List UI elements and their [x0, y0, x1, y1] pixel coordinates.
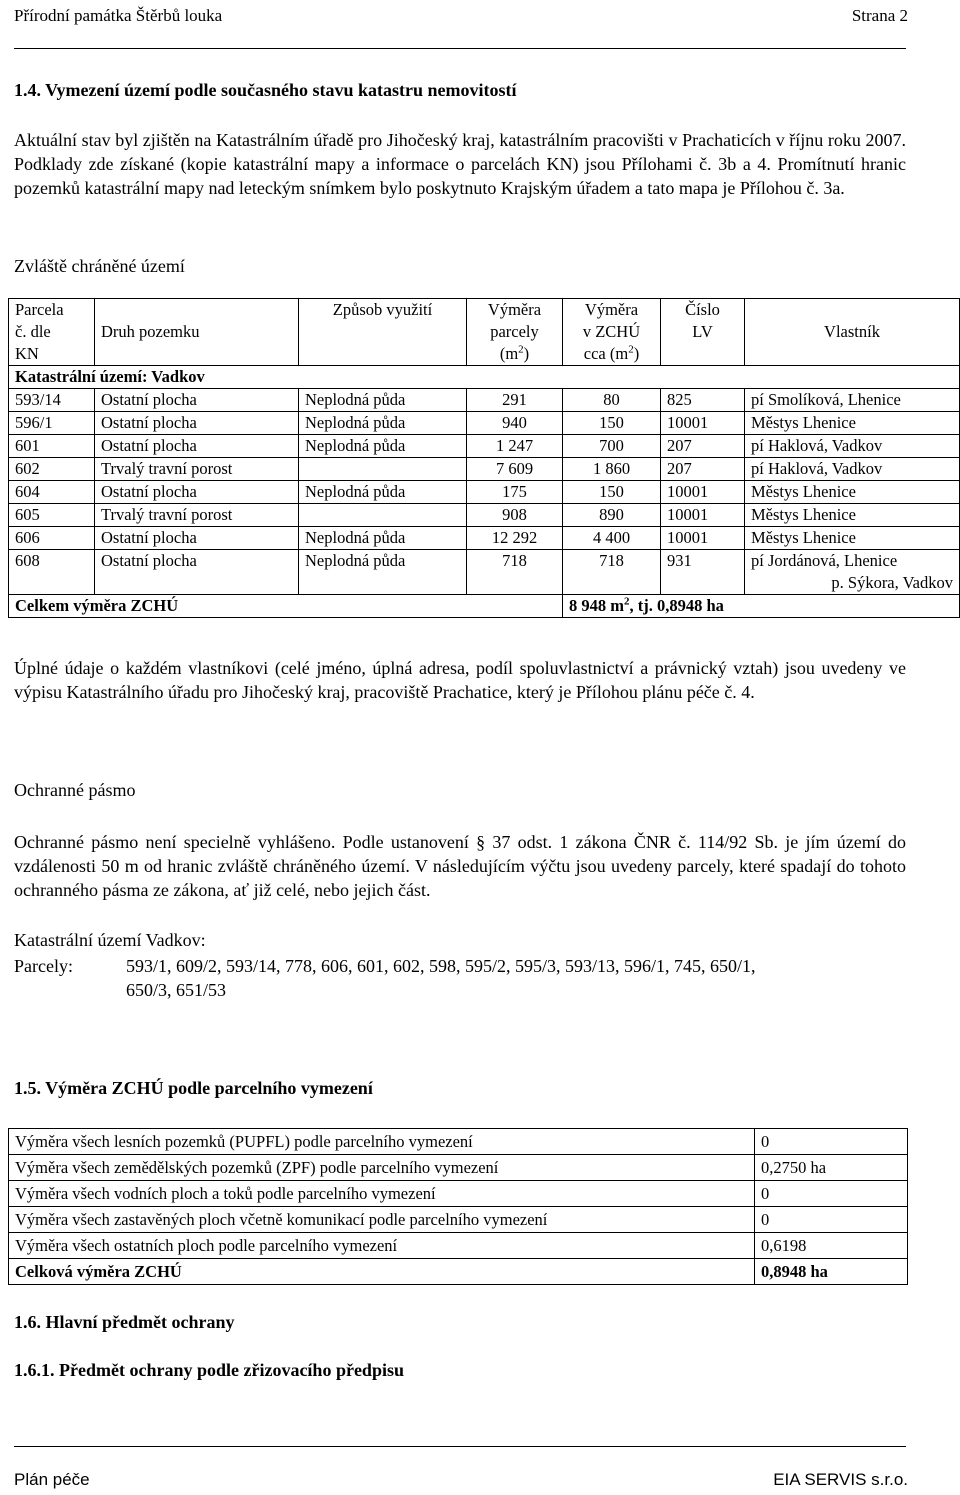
header-parcela: Parcela č. dle KN: [9, 299, 95, 366]
parcely-list-line-1: 593/1, 609/2, 593/14, 778, 606, 601, 602, 598, 595/2, 595/3, 593/13, 596/1, 745, 650/1,: [126, 956, 756, 976]
table-total-row: [9, 595, 960, 618]
subheading-zchu: Zvláště chráněné území: [14, 256, 185, 276]
section-heading-1-6: 1.6. Hlavní předmět ochrany: [14, 1312, 235, 1332]
table-row: 601 Ostatní plocha Neplodná půda 1 247 700 207 pí Haklová, Vadkov: [9, 435, 960, 458]
table-row: 606 Ostatní plocha Neplodná půda 12 292 4 400 10001 Městys Lhenice: [9, 527, 960, 550]
group-label: Katastrální území: Vadkov: [9, 366, 960, 389]
ochranne-pasmo-heading: Ochranné pásmo: [14, 780, 136, 800]
table-row: Výměra všech ostatních ploch podle parcelního vymezení 0,6198: [9, 1233, 908, 1259]
ku-label: Katastrální území Vadkov:: [14, 930, 206, 950]
section-heading-1-4: 1.4. Vymezení území podle současného stavu katastru nemovitostí: [14, 80, 517, 100]
table-total-row: Celková výměra ZCHÚ 0,8948 ha: [9, 1259, 908, 1285]
owners-paragraph: Úplné údaje o každém vlastníkovi (celé jméno, úplná adresa, podíl spoluvlastnictví a právnický vztah) jsou uvedeny ve výpisu Katastrálního úřadu pro Jihočeský kraj, pracoviště Prachatice, který je Přílohou plánu péče č. 4.: [14, 658, 906, 702]
header-page-number: Strana 2: [851, 6, 908, 25]
header-title: Přírodní památka Štěrbů louka: [14, 6, 223, 25]
table-row: Výměra všech zemědělských pozemků (ZPF) podle parcelního vymezení 0,2750 ha: [9, 1155, 908, 1181]
table-row: 604 Ostatní plocha Neplodná půda 175 150 10001 Městys Lhenice: [9, 481, 960, 504]
parcel-table: [8, 298, 960, 618]
header-cislo-lv: Číslo LV: [661, 299, 745, 366]
section-heading-1-5: 1.5. Výměra ZCHÚ podle parcelního vymezení: [14, 1078, 373, 1098]
parcely-label: Parcely:: [14, 956, 73, 976]
header-vymera-zchu: Výměra v ZCHÚ cca $(m^2)$: [563, 299, 661, 366]
table-row: Výměra všech lesních pozemků (PUPFL) podle parcelního vymezení 0: [9, 1129, 908, 1155]
table-header-row: [9, 299, 960, 366]
header-druh: Druh pozemku: [95, 299, 299, 366]
table-row: 596/1 Ostatní plocha Neplodná půda 940 150 10001 Městys Lhenice: [9, 412, 960, 435]
header-vlastnik: Vlastník: [745, 299, 960, 366]
table-row: Výměra všech zastavěných ploch včetně komunikací podle parcelního vymezení 0: [9, 1207, 908, 1233]
table-row: Výměra všech vodních ploch a toků podle parcelního vymezení 0: [9, 1181, 908, 1207]
header-divider: [14, 48, 906, 49]
page-header: [14, 4, 908, 46]
section-1-4-paragraph: Aktuální stav byl zjištěn na Katastrálním úřadě pro Jihočeský kraj, katastrálním pracovišti v Prachaticích v říjnu roku 2007. Podklady zde získané (kopie katastrální mapy a informace o parcelách KN) jsou Přílohami č. 3b a 4. Promítnutí hranic pozemků katastrální mapy nad leteckým snímkem bylo poskytnuto Krajským úřadem a tato mapa je Přílohou č. 3a.: [14, 130, 906, 198]
table-row: 593/14 Ostatní plocha Neplodná půda 291 80 825 pí Smolíková, Lhenice: [9, 389, 960, 412]
section-heading-1-6-1: 1.6.1. Předmět ochrany podle zřizovacího předpisu: [14, 1360, 404, 1380]
footer-right: EIA SERVIS s.r.o.: [773, 1470, 908, 1489]
table-group-row: [9, 366, 960, 389]
table-row: 608 Ostatní plocha Neplodná půda 718 718 931 pí Jordánová, Lhenice p. Sýkora, Vadkov: [9, 550, 960, 595]
total-label: Celkem výměra ZCHÚ: [9, 595, 563, 618]
header-zpusob: Způsob využití: [299, 299, 467, 366]
total-value: 8 948 $m^2$, tj. 0,8948 ha: [563, 595, 960, 618]
ochranne-pasmo-paragraph: Ochranné pásmo není specielně vyhlášeno. Podle ustanovení § 37 odst. 1 zákona ČNR č. 114/92 Sb. je jím území do vzdálenosti 50 m od hranic zvláště chráněného území. V následujícím výčtu jsou uvedeny parcely, které spadají do tohoto ochranného pásma ze zákona, ať již celé, nebo jejich část.: [14, 832, 906, 900]
footer-left: Plán péče: [14, 1470, 90, 1489]
table-row: 605 Trvalý travní porost 908 890 10001 Městys Lhenice: [9, 504, 960, 527]
header-vymera-parcely: Výměra parcely $(m^2)$: [467, 299, 563, 366]
table-row: 602 Trvalý travní porost 7 609 1 860 207 pí Haklová, Vadkov: [9, 458, 960, 481]
footer-divider: [14, 1446, 906, 1447]
parcely-list-line-2: 650/3, 651/53: [126, 980, 227, 1000]
area-summary-table: [8, 1128, 908, 1285]
